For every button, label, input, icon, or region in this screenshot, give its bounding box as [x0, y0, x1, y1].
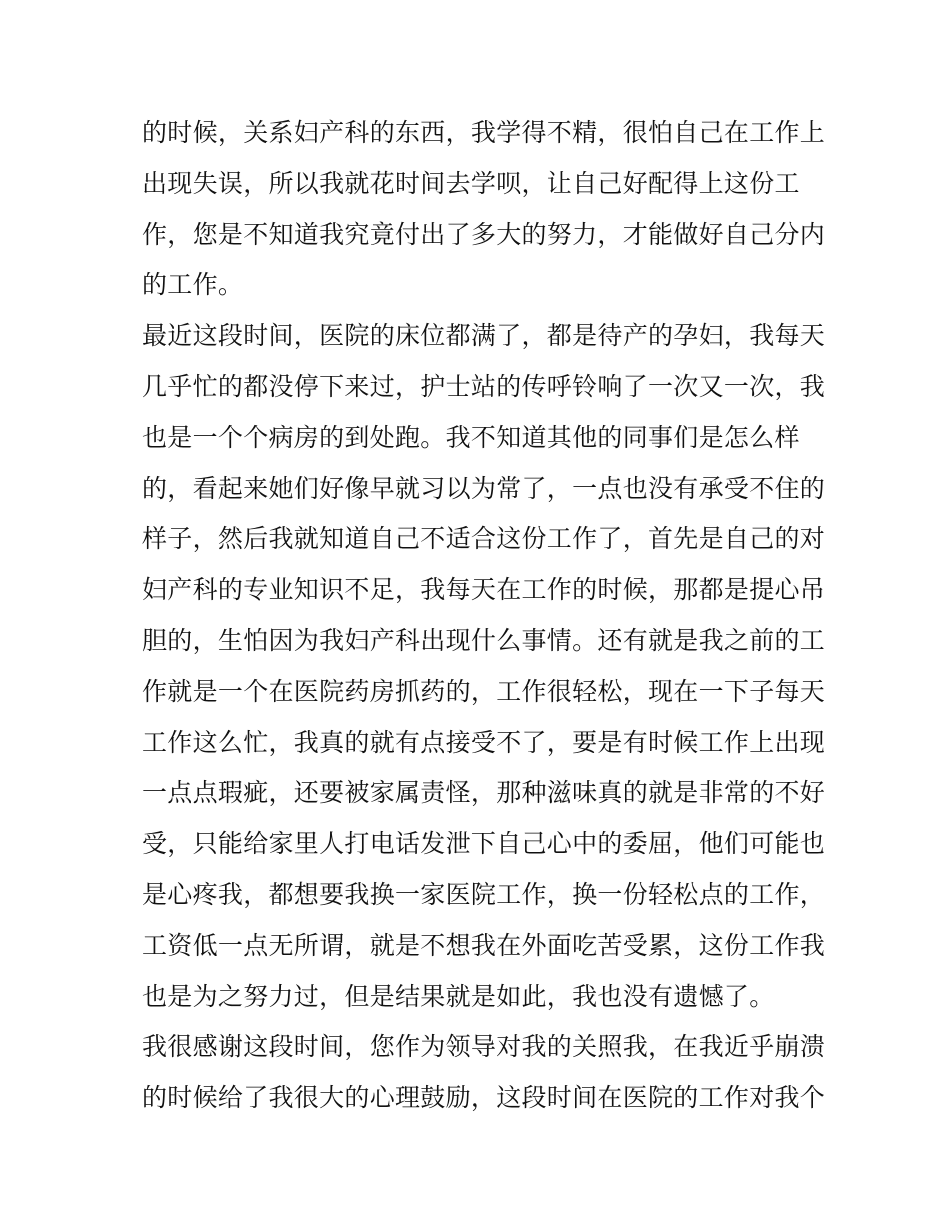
text-line: 出现失误，所以我就花时间去学呗，让自己好配得上这份工 [142, 168, 800, 198]
text-line: 也是为之努力过，但是结果就是如此，我也没有遗憾了。 [142, 981, 775, 1011]
text-line: 样子，然后我就知道自己不适合这份工作了，首先是自己的对 [142, 524, 826, 554]
text-line: 胆的，生怕因为我妇产科出现什么事情。还有就是我之前的工 [142, 625, 826, 655]
text-line: 我很感谢这段时间，您作为领导对我的关照我，在我近乎崩溃 [142, 1032, 826, 1062]
text-line: 工作这么忙，我真的就有点接受不了，要是有时候工作上出现 [142, 727, 826, 757]
body-text [142, 108, 826, 1124]
text-line: 的，看起来她们好像早就习以为常了，一点也没有承受不住的 [142, 473, 826, 503]
text-line: 最近这段时间，医院的床位都满了，都是待产的孕妇，我每天 [142, 321, 826, 351]
text-line: 作，您是不知道我究竟付出了多大的努力，才能做好自己分内 [142, 219, 826, 249]
text-line: 受，只能给家里人打电话发泄下自己心中的委屈，他们可能也 [142, 829, 826, 859]
text-line: 的工作。 [142, 270, 244, 300]
text-line: 工资低一点无所谓，就是不想我在外面吃苦受累，这份工作我 [142, 930, 826, 960]
text-line: 是心疼我，都想要我换一家医院工作，换一份轻松点的工作， [142, 879, 826, 909]
text-line: 作就是一个在医院药房抓药的，工作很轻松，现在一下子每天 [142, 676, 826, 706]
text-line: 妇产科的专业知识不足，我每天在工作的时候，那都是提心吊 [142, 575, 826, 605]
text-line: 几乎忙的都没停下来过，护士站的传呼铃响了一次又一次，我 [142, 371, 826, 401]
text-line: 一点点瑕疵，还要被家属责怪，那种滋味真的就是非常的不好 [142, 778, 826, 808]
text-line: 的时候，关系妇产科的东西，我学得不精，很怕自己在工作上 [142, 118, 826, 147]
text-line: 的时候给了我很大的心理鼓励，这段时间在医院的工作对我个 [142, 1083, 826, 1113]
text-line: 也是一个个病房的到处跑。我不知道其他的同事们是怎么样 [142, 422, 800, 452]
